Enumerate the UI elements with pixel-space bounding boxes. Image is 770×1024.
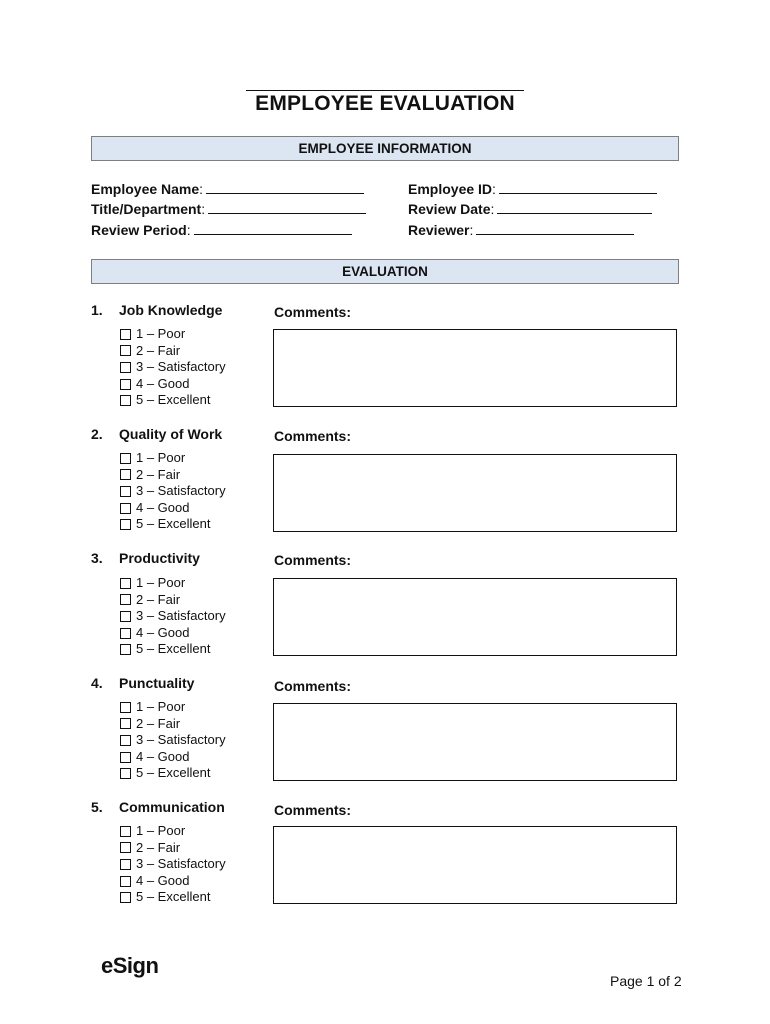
rating-options (120, 575, 226, 658)
comments-box[interactable] (273, 703, 677, 781)
rating-option[interactable]: 3 – Satisfactory (120, 483, 226, 500)
checkbox[interactable] (120, 395, 131, 406)
rating-option[interactable]: 1 – Poor (120, 699, 226, 716)
rating-option[interactable]: 2 – Fair (120, 716, 226, 733)
comments-label: Comments: (274, 304, 352, 320)
title-department-line[interactable] (208, 203, 366, 214)
reviewer-line[interactable] (476, 224, 634, 235)
reviewer-field[interactable]: Reviewer: (408, 220, 634, 240)
employee-id-line[interactable] (499, 183, 657, 194)
checkbox[interactable] (120, 735, 131, 746)
checkbox[interactable] (120, 519, 131, 530)
rating-option[interactable]: 3 – Satisfactory (120, 732, 226, 749)
rating-option[interactable]: 4 – Good (120, 625, 226, 642)
checkbox[interactable] (120, 702, 131, 713)
review-date-line[interactable] (497, 203, 652, 214)
employee-id-label: Employee ID (408, 181, 493, 197)
review-period-line[interactable] (194, 224, 352, 235)
rating-option[interactable]: 3 – Satisfactory (120, 359, 226, 376)
criterion-number: 5. (91, 799, 103, 815)
employee-name-line[interactable] (206, 183, 364, 194)
title-department-field[interactable]: Title/Department: (91, 199, 366, 219)
checkbox[interactable] (120, 628, 131, 639)
comments-label: Comments: (274, 428, 352, 444)
checkbox[interactable] (120, 611, 131, 622)
criterion-name: Communication (119, 799, 225, 815)
checkbox[interactable] (120, 379, 131, 390)
comments-box[interactable] (273, 578, 677, 656)
evaluation-header: EVALUATION (91, 259, 679, 284)
rating-options (120, 699, 226, 782)
checkbox[interactable] (120, 826, 131, 837)
rating-option[interactable]: 4 – Good (120, 376, 226, 393)
rating-option[interactable]: 2 – Fair (120, 592, 226, 609)
rating-option[interactable]: 1 – Poor (120, 575, 226, 592)
document-title: EMPLOYEE EVALUATION (255, 92, 515, 115)
criterion-name: Job Knowledge (119, 302, 223, 318)
criterion-name: Productivity (119, 550, 200, 566)
checkbox[interactable] (120, 329, 131, 340)
checkbox[interactable] (120, 718, 131, 729)
rating-option[interactable]: 5 – Excellent (120, 889, 226, 906)
review-period-field[interactable]: Review Period: (91, 220, 352, 240)
rating-options (120, 450, 226, 533)
review-date-label: Review Date (408, 201, 491, 217)
checkbox[interactable] (120, 362, 131, 373)
criterion-number: 3. (91, 550, 103, 566)
rating-option[interactable]: 1 – Poor (120, 823, 226, 840)
criterion-number: 2. (91, 426, 103, 442)
rating-option[interactable]: 5 – Excellent (120, 516, 226, 533)
checkbox[interactable] (120, 594, 131, 605)
checkbox[interactable] (120, 892, 131, 903)
title-department-label: Title/Department (91, 201, 202, 217)
checkbox[interactable] (120, 469, 131, 480)
rating-option[interactable]: 4 – Good (120, 749, 226, 766)
comments-box[interactable] (273, 826, 677, 904)
comments-label: Comments: (274, 678, 352, 694)
checkbox[interactable] (120, 842, 131, 853)
rating-option[interactable]: 5 – Excellent (120, 392, 226, 409)
page-number: Page 1 of 2 (610, 973, 682, 989)
rating-options (120, 326, 226, 409)
checkbox[interactable] (120, 768, 131, 779)
rating-options (120, 823, 226, 906)
rating-option[interactable]: 3 – Satisfactory (120, 856, 226, 873)
employee-id-field[interactable]: Employee ID: (408, 179, 657, 199)
review-period-label: Review Period (91, 222, 187, 238)
esign-logo: eSign (101, 953, 159, 978)
checkbox[interactable] (120, 859, 131, 870)
checkbox[interactable] (120, 503, 131, 514)
rating-option[interactable]: 2 – Fair (120, 840, 226, 857)
comments-box[interactable] (273, 454, 677, 532)
rating-option[interactable]: 2 – Fair (120, 467, 226, 484)
rating-option[interactable]: 4 – Good (120, 500, 226, 517)
title-rule (246, 90, 524, 91)
checkbox[interactable] (120, 578, 131, 589)
checkbox[interactable] (120, 876, 131, 887)
checkbox[interactable] (120, 486, 131, 497)
reviewer-label: Reviewer (408, 222, 470, 238)
checkbox[interactable] (120, 453, 131, 464)
comments-label: Comments: (274, 802, 352, 818)
rating-option[interactable]: 1 – Poor (120, 326, 226, 343)
rating-option[interactable]: 5 – Excellent (120, 765, 226, 782)
comments-label: Comments: (274, 552, 352, 568)
review-date-field[interactable]: Review Date: (408, 199, 652, 219)
employee-information-header: EMPLOYEE INFORMATION (91, 136, 679, 161)
checkbox[interactable] (120, 752, 131, 763)
criterion-number: 4. (91, 675, 103, 691)
criterion-name: Quality of Work (119, 426, 223, 442)
rating-option[interactable]: 1 – Poor (120, 450, 226, 467)
checkbox[interactable] (120, 644, 131, 655)
rating-option[interactable]: 4 – Good (120, 873, 226, 890)
comments-box[interactable] (273, 329, 677, 407)
employee-name-field[interactable]: Employee Name: (91, 179, 364, 199)
criterion-number: 1. (91, 302, 103, 318)
employee-name-label: Employee Name (91, 181, 200, 197)
criterion-name: Punctuality (119, 675, 195, 691)
rating-option[interactable]: 2 – Fair (120, 343, 226, 360)
rating-option[interactable]: 5 – Excellent (120, 641, 226, 658)
rating-option[interactable]: 3 – Satisfactory (120, 608, 226, 625)
checkbox[interactable] (120, 345, 131, 356)
